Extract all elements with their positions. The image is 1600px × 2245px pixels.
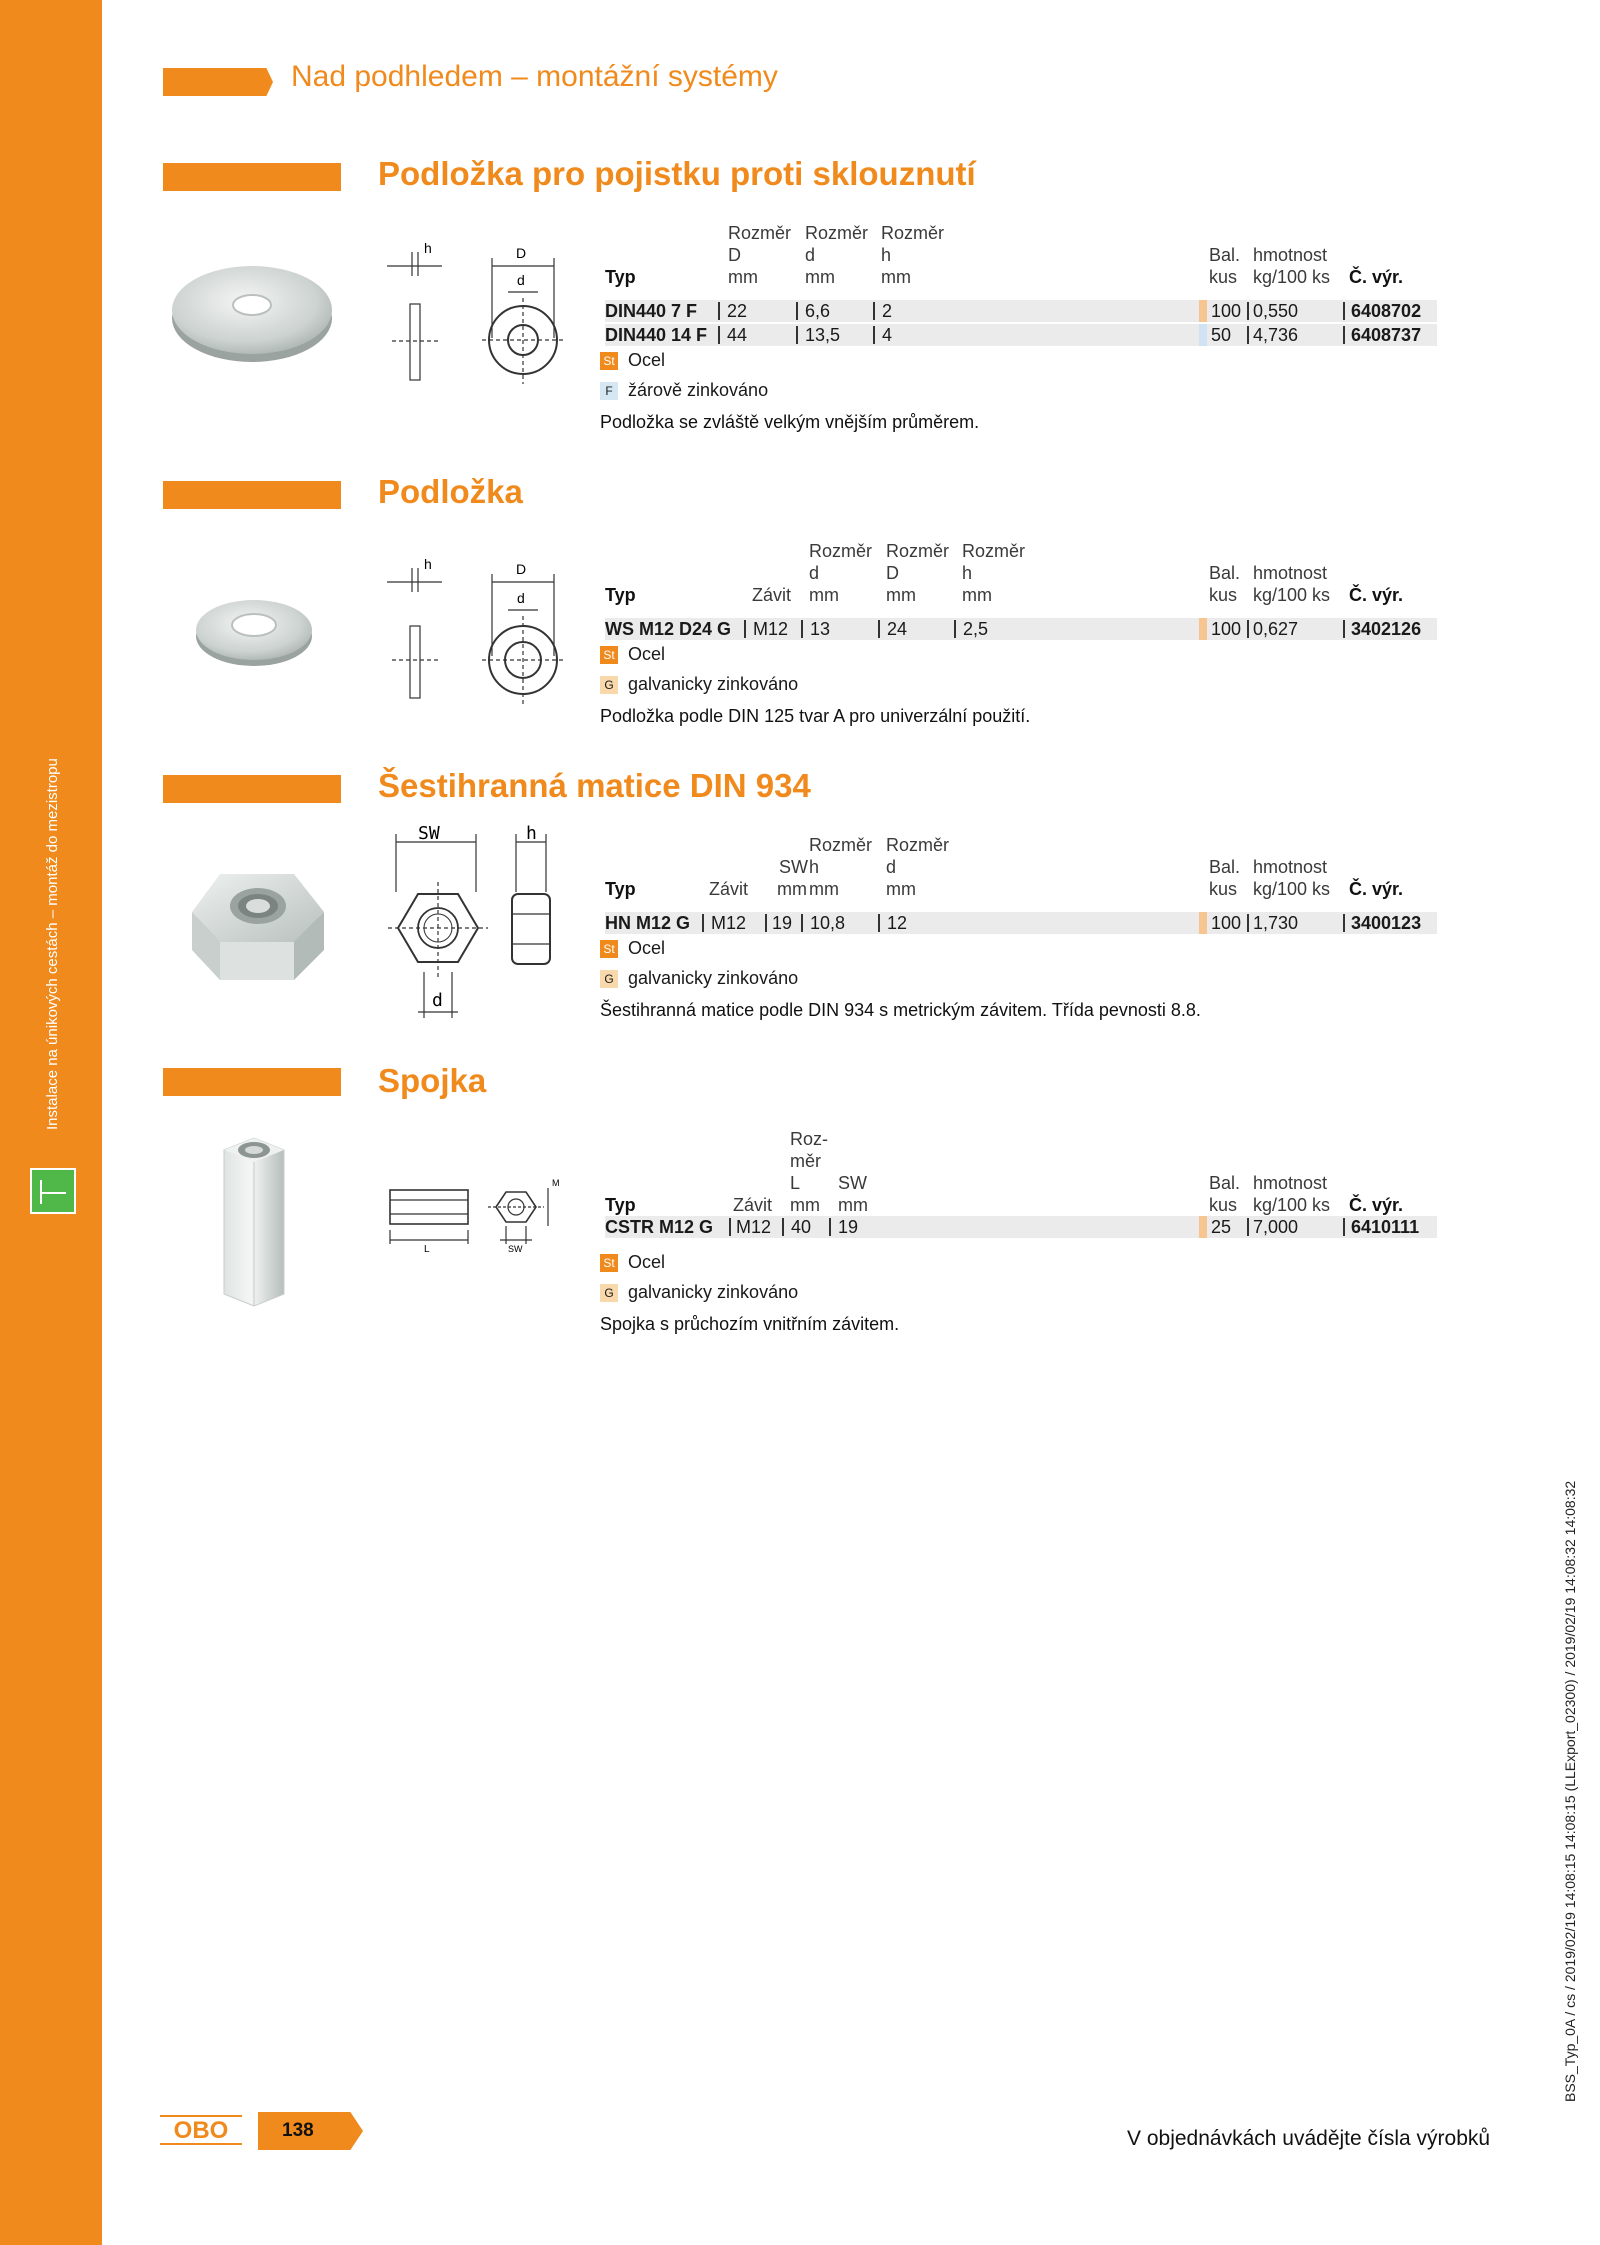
hex-nut-drawing [388, 822, 558, 1022]
table-row: WS M12 D24 G M12 13 24 2,5 100 0,627 3402126 [605, 618, 1437, 640]
dim-label-h: h [424, 240, 432, 256]
dim-label-sw: SW [418, 823, 440, 844]
material-g: G galvanicky zinkováno [600, 968, 798, 989]
material-g: G galvanicky zinkováno [600, 1282, 798, 1303]
washer-drawing [382, 556, 572, 716]
washer-large-drawing [382, 238, 572, 398]
obo-logo [160, 2113, 242, 2147]
dim-label-d: d [517, 590, 525, 606]
section-bar [163, 775, 341, 803]
material-st: St Ocel [600, 1252, 665, 1273]
product-table [605, 540, 1437, 642]
product-description: Spojka s průchozím vnitřním závitem. [600, 1314, 900, 1334]
material-st: St Ocel [600, 350, 665, 371]
product-description: Šestihranná matice podle DIN 934 s metrickým závitem. Třída pevnosti 8.8. [600, 1000, 1201, 1020]
dim-label-d: d [517, 272, 525, 288]
chapter-icon [30, 1168, 76, 1214]
dim-label-h: h [424, 556, 432, 572]
hex-nut-photo [184, 862, 330, 986]
product-table [605, 1128, 1437, 1240]
dim-label-sw: SW [508, 1244, 523, 1254]
logo-text: OBO [173, 2117, 229, 2144]
dim-label-D: D [516, 245, 527, 261]
dim-label-d: d [432, 990, 443, 1011]
dim-label-L: L [424, 1244, 430, 1255]
table-header: Závit SW mm Rozměr h mm Rozměr d mm Bal. kus hmotnost kg/100 ks Typ Č. výr. [605, 835, 1404, 899]
product-table [605, 834, 1437, 936]
table-header: Roz- měr L mm SW mm Závit Bal. kus hmotnost kg/100 ks Typ Č. výr. [605, 1129, 1404, 1215]
dim-label-h: h [526, 823, 537, 844]
left-sidebar [0, 0, 102, 2245]
dim-label-m: M [552, 1178, 560, 1188]
table-row: DIN440 7 F 22 6,6 2 100 0,550 6408702 [605, 300, 1437, 322]
section-title: Šestihranná matice DIN 934 [378, 767, 811, 804]
table-row: HN M12 G M12 19 10,8 12 100 1,730 3400123 [605, 912, 1437, 934]
material-f: F žárově zinkováno [600, 380, 768, 401]
coupling-drawing [384, 1174, 562, 1264]
table-row: CSTR M12 G M12 40 19 25 7,000 6410111 [605, 1216, 1437, 1238]
coupling-photo [204, 1132, 304, 1310]
page-number: 138 [282, 2120, 314, 2141]
section-title: Spojka [378, 1062, 487, 1099]
table-row: DIN440 14 F 44 13,5 4 50 4,736 6408737 [605, 324, 1437, 346]
product-description: Podložka se zvláště velkým vnějším průměrem. [600, 412, 980, 432]
product-table [605, 222, 1437, 348]
section-title: Podložka pro pojistku proti sklouznutí [378, 155, 976, 192]
export-metadata: BSS_Typ_0A / cs / 2019/02/19 14:08:15 14:08:15 (LLExport_02300) / 2019/02/19 14:08:32 14:08:32 [1562, 1480, 1578, 2102]
footer-note: V objednávkách uvádějte čísla výrobků [1127, 2127, 1491, 2150]
product-description: Podložka podle DIN 125 tvar A pro univerzální použití. [600, 706, 1031, 726]
material-st: St Ocel [600, 938, 665, 959]
section-bar [163, 163, 341, 191]
section-bar [163, 481, 341, 509]
page-header-title: Nad podhledem – montážní systémy [291, 60, 778, 93]
section-bar [163, 1068, 341, 1096]
washer-photo [192, 594, 316, 670]
table-header: Závit Rozměr d mm Rozměr D mm Rozměr h mm Bal. kus hmotnost kg/100 ks Typ Č. výr. [605, 541, 1404, 605]
sidebar-chapter-label: Instalace na únikových cestách – montáž do mezistropu [44, 758, 61, 1130]
table-header: Rozměr D mm Rozměr d mm Rozměr h mm Bal. kus hmotnost kg/100 ks Typ Č. výr. [605, 223, 1404, 287]
dim-label-D: D [516, 561, 527, 577]
washer-large-photo [168, 258, 336, 368]
header-arrow-bar [163, 68, 273, 96]
material-g: G galvanicky zinkováno [600, 674, 798, 695]
material-st: St Ocel [600, 644, 665, 665]
section-title: Podložka [378, 473, 523, 510]
